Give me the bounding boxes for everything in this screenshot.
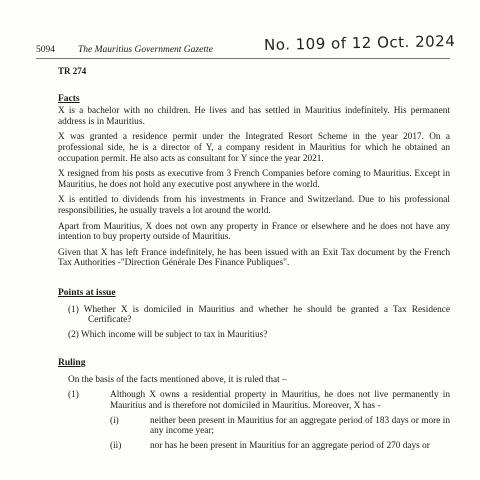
- sub-item-number: (ii): [110, 440, 122, 451]
- fact-paragraph: Given that X has left France indefinitely, he has been issued with an Exit Tax document by the French Tax Authorities -"Direction Générale Des Finance Publiques".: [58, 247, 450, 269]
- ruling-sub-item: [58, 416, 450, 437]
- document-body: [58, 66, 450, 455]
- page-number: 5094: [36, 45, 55, 55]
- ruling-heading: Ruling: [58, 358, 86, 369]
- sub-item-text: neither been present in Mauritius for an aggregate period of 183 days or more in any income year;: [150, 415, 450, 437]
- fact-paragraph: X resigned from his posts as executive from 3 French Companies before coming to Mauritius. Except in Mauritius, he does not hold any executive post anywhere in the world.: [58, 169, 450, 190]
- fact-paragraph: X is a bachelor with no children. He lives and has settled in Mauritius indefinitely. His permanent address is in Mauritius.: [58, 106, 450, 127]
- ruling-item: [58, 390, 450, 411]
- page-header: [36, 31, 456, 58]
- ruling-intro: On the basis of the facts mentioned above, it is ruled that –: [68, 374, 287, 385]
- sub-item-number: (i): [110, 415, 119, 426]
- facts-heading: Facts: [58, 93, 80, 104]
- fact-paragraph: X was granted a residence permit under the Integrated Resort Scheme in the year 2017. On a professional side, he is a director of Y, a company resident in Mauritius for which he obtained an occupation permit. He also acts as consultant for Y since the year 2021.: [58, 132, 450, 164]
- ruling-item-text: Although X owns a residential property in Mauritius, he does not live permanently in Mauritius and is therefore not domiciled in Mauritius. Moreover, X has -: [110, 390, 450, 412]
- issue-item: (2) Which income will be subject to tax in Mauritius?: [68, 329, 268, 340]
- gazette-title: The Mauritius Government Gazette: [78, 45, 213, 55]
- fact-paragraph: X is entitled to dividends from his investments in France and Switzerland. Due to his professional responsibilities, he usually travels a lot around the world.: [58, 195, 450, 216]
- points-at-issue-heading: Points at issue: [58, 287, 116, 298]
- issue-item: (1) Whether X is domiciled in Mauritius and whether he should be granted a Tax Residence Certificate?: [68, 304, 450, 326]
- sub-item-text: nor has he been present in Mauritius for an aggregate period of 270 days or: [150, 440, 430, 451]
- ruling-reference: TR 274: [58, 66, 87, 76]
- handwritten-annotation: No. 109 of 12 Oct. 2024: [263, 31, 456, 54]
- ruling-sub-item: [58, 441, 450, 452]
- header-rule: [36, 58, 450, 59]
- fact-paragraph: Apart from Mauritius, X does not own any property in France or elsewhere and he does not have any intention to buy property outside of Mauritius.: [58, 221, 450, 243]
- ruling-item-number: (1): [68, 390, 79, 401]
